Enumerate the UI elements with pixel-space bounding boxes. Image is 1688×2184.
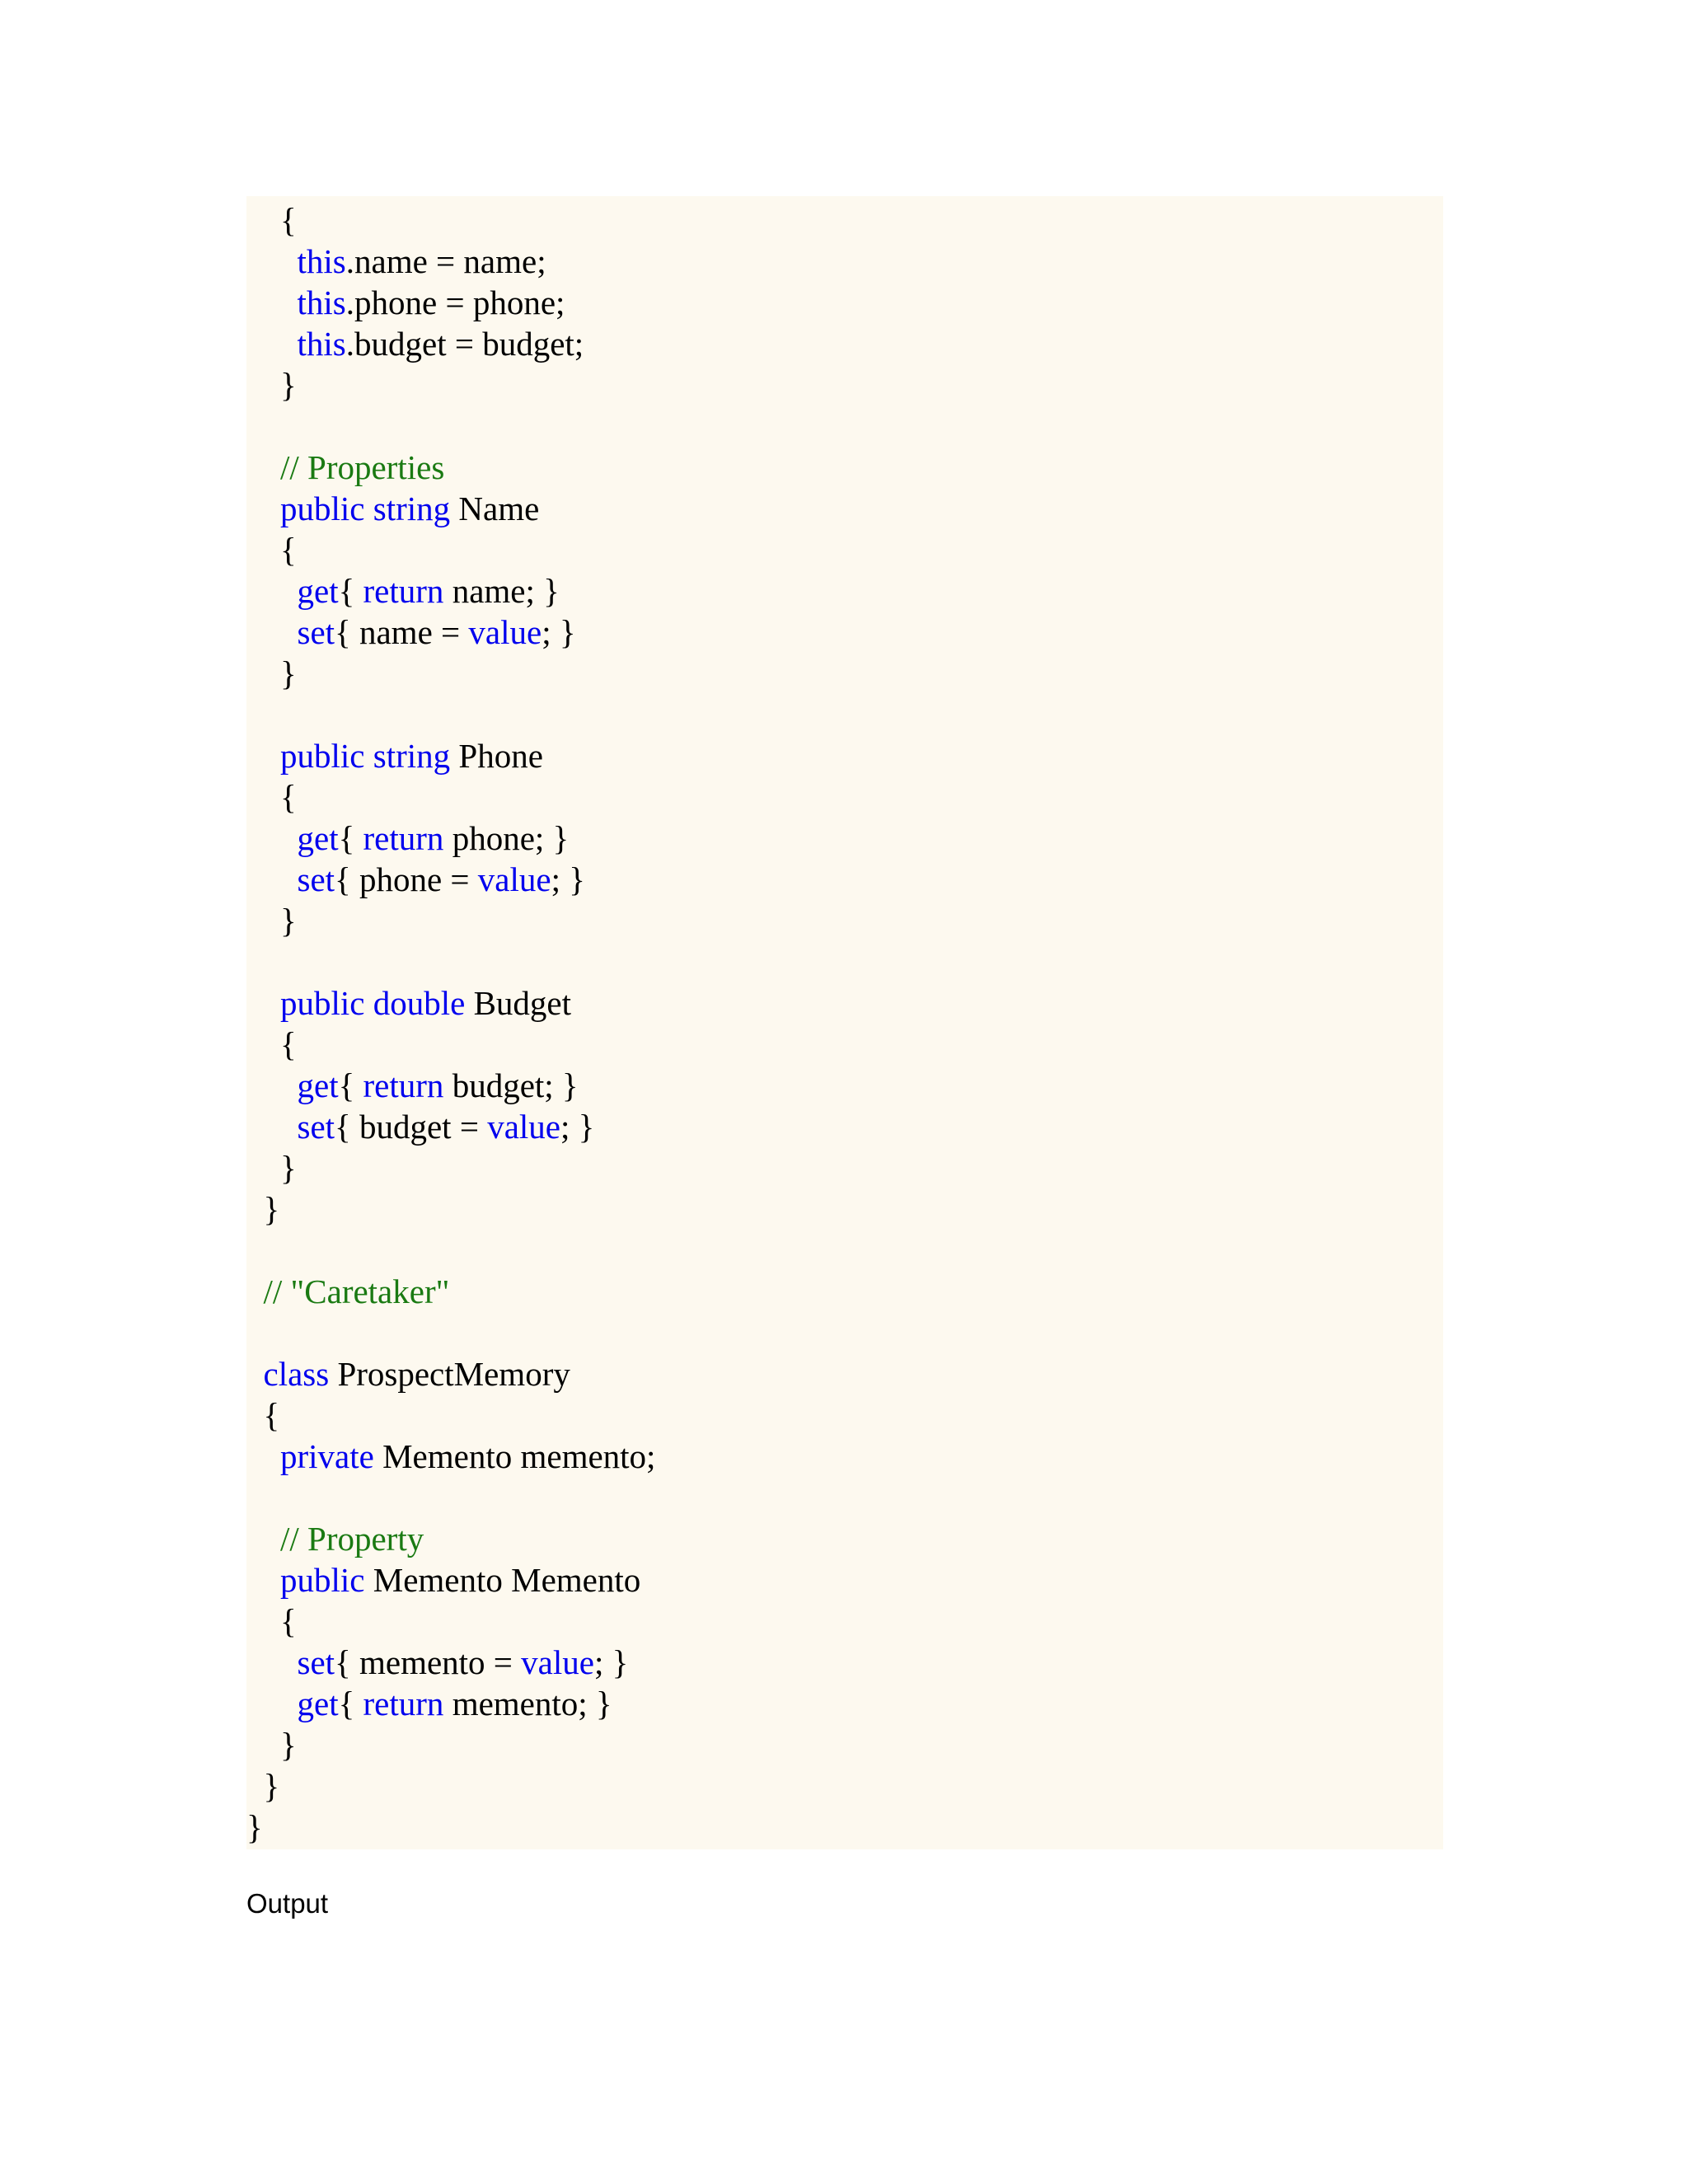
code-text: { [246, 778, 297, 816]
code-text: } [246, 1149, 297, 1187]
code-text [246, 572, 298, 610]
code-block [246, 196, 1443, 1849]
code-keyword: return [363, 1066, 444, 1104]
code-keyword: public [280, 490, 365, 527]
code-line [246, 1477, 655, 1518]
code-line [246, 282, 655, 323]
code-line [246, 1106, 655, 1147]
code-keyword: string [373, 737, 451, 775]
code-text: { [246, 1396, 280, 1434]
code-text: } [246, 1808, 263, 1846]
code-text: } [246, 1726, 297, 1764]
code-line [246, 694, 655, 735]
code-keyword: this [297, 325, 346, 363]
code-text: .phone = phone; [345, 284, 565, 321]
code-keyword: return [363, 572, 444, 610]
code-text [246, 1272, 264, 1310]
code-keyword: private [280, 1437, 374, 1475]
code-keyword: value [521, 1643, 594, 1681]
code-text: { [246, 1025, 297, 1063]
code-text [246, 819, 298, 857]
code-text [364, 737, 373, 775]
code-line [246, 859, 655, 900]
code-text: budget; } [443, 1066, 579, 1104]
code-line [246, 1683, 655, 1724]
code-text: { [338, 1066, 363, 1104]
code-text: } [246, 654, 297, 692]
code-line [246, 199, 655, 241]
code-text: } [246, 902, 297, 940]
code-text [246, 490, 280, 527]
code-text [246, 284, 298, 321]
code-text [246, 860, 298, 898]
code-line [246, 1271, 655, 1312]
code-text: { [338, 572, 363, 610]
code-text [364, 490, 373, 527]
code-text: .budget = budget; [345, 325, 584, 363]
code-keyword: this [297, 284, 346, 321]
code-line [246, 1312, 655, 1353]
code-line [246, 1559, 655, 1601]
code-line [246, 241, 655, 282]
code-text: Budget [465, 984, 572, 1022]
code-text: { name = [335, 613, 469, 651]
code-keyword: class [263, 1355, 330, 1393]
code-line [246, 529, 655, 570]
code-text: ; } [542, 613, 576, 651]
code-text: Name [450, 490, 540, 527]
code-keyword: this [297, 242, 346, 280]
code-keyword: get [297, 1066, 339, 1104]
code-keyword: value [468, 613, 542, 651]
code-keyword: string [373, 490, 451, 527]
code-text: ; } [560, 1108, 595, 1146]
code-text: { [246, 1602, 297, 1640]
code-text: } [246, 1767, 280, 1805]
code-keyword: set [297, 613, 335, 651]
code-line [246, 323, 655, 364]
code-text: .name = name; [345, 242, 546, 280]
code-text: phone; } [443, 819, 570, 857]
code-line [246, 1353, 655, 1394]
code-line [246, 1765, 655, 1807]
code-text: } [246, 1190, 280, 1228]
code-line [246, 1024, 655, 1065]
code-keyword: value [487, 1108, 560, 1146]
code-line [246, 364, 655, 405]
code-line [246, 900, 655, 941]
code-line [246, 488, 655, 529]
code-line [246, 818, 655, 859]
code-line [246, 1518, 655, 1559]
code-keyword: public [280, 984, 365, 1022]
code-text [246, 448, 280, 486]
code-line [246, 1147, 655, 1188]
code-text [246, 1355, 264, 1393]
code-text [246, 1561, 280, 1599]
code-text [246, 1643, 298, 1681]
code-line [246, 405, 655, 447]
code-comment: // "Caretaker" [263, 1272, 450, 1310]
code-text: { [246, 201, 297, 239]
code-keyword: get [297, 1685, 339, 1722]
code-text: ProspectMemory [329, 1355, 570, 1393]
code-text: } [246, 366, 297, 404]
code-text: { [338, 819, 363, 857]
code-text [364, 984, 373, 1022]
code-line [246, 776, 655, 818]
code-text [246, 613, 298, 651]
code-text: { memento = [335, 1643, 522, 1681]
code-line [246, 1642, 655, 1683]
code-line [246, 1436, 655, 1477]
code-line [246, 1724, 655, 1765]
code-keyword: public [280, 737, 365, 775]
code-lines [246, 199, 655, 1848]
code-line [246, 447, 655, 488]
code-text [246, 242, 298, 280]
code-text [246, 1108, 298, 1146]
code-line [246, 1188, 655, 1230]
code-comment: // Properties [280, 448, 445, 486]
code-text: Memento memento; [373, 1437, 656, 1475]
code-keyword: get [297, 572, 339, 610]
code-text: Phone [450, 737, 543, 775]
code-keyword: get [297, 819, 339, 857]
code-line [246, 653, 655, 694]
code-text [246, 325, 298, 363]
code-text: { phone = [335, 860, 478, 898]
code-keyword: value [477, 860, 551, 898]
code-text: { [246, 531, 297, 569]
code-keyword: set [297, 1108, 335, 1146]
code-keyword: public [280, 1561, 365, 1599]
code-keyword: return [363, 819, 444, 857]
code-line [246, 570, 655, 612]
code-line [246, 1065, 655, 1106]
code-line [246, 982, 655, 1024]
code-line [246, 1230, 655, 1271]
code-line [246, 1394, 655, 1436]
code-text: memento; } [443, 1685, 612, 1722]
code-text: { [338, 1685, 363, 1722]
output-heading: Output [246, 1888, 329, 1919]
code-text: ; } [593, 1643, 629, 1681]
code-text [246, 1437, 280, 1475]
code-keyword: return [363, 1685, 444, 1722]
code-keyword: double [373, 984, 466, 1022]
code-text [246, 984, 280, 1022]
code-text [246, 1066, 298, 1104]
code-text: Memento Memento [364, 1561, 641, 1599]
code-text [246, 1520, 280, 1558]
code-line [246, 1807, 655, 1848]
code-line [246, 612, 655, 653]
code-line [246, 941, 655, 982]
code-comment: // Property [280, 1520, 424, 1558]
code-text [246, 737, 280, 775]
code-keyword: set [297, 860, 335, 898]
code-line [246, 1601, 655, 1642]
code-keyword: set [297, 1643, 335, 1681]
code-text: { budget = [335, 1108, 488, 1146]
code-line [246, 735, 655, 776]
code-text: ; } [551, 860, 585, 898]
code-text [246, 1685, 298, 1722]
code-text: name; } [443, 572, 560, 610]
